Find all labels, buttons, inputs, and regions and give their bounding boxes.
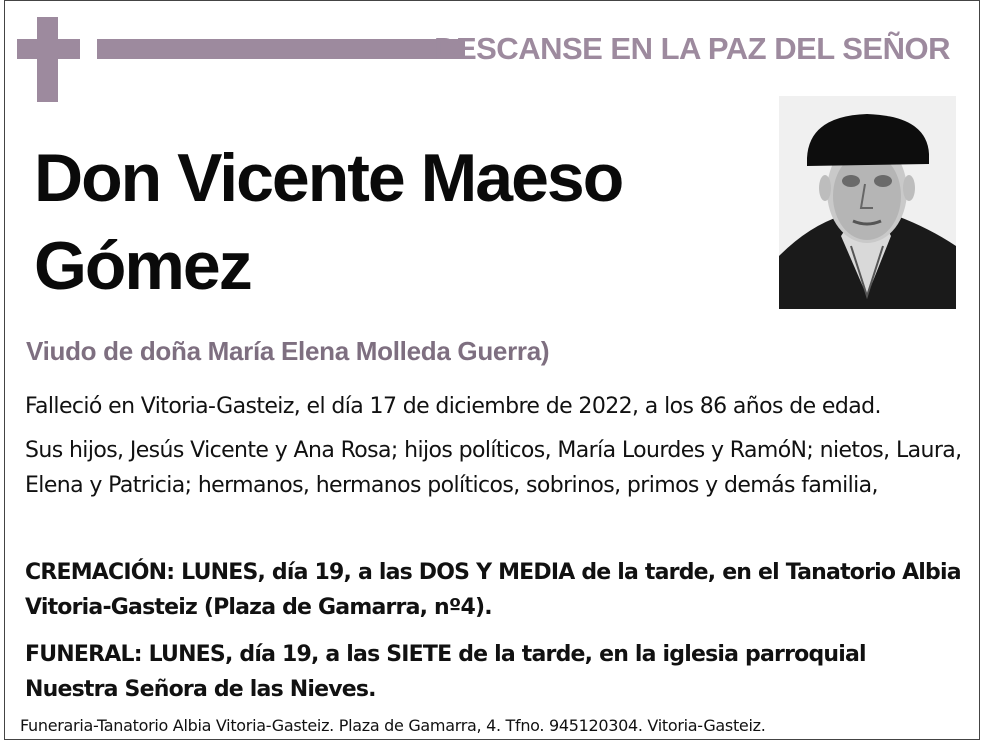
death-notice: Falleció en Vitoria-Gasteiz, el día 17 de diciembre de 2022, a los 86 años de edad. bbox=[25, 394, 881, 419]
spouse-line: Viudo de doña María Elena Molleda Guerra) bbox=[26, 336, 550, 366]
cross-icon-bar bbox=[17, 39, 80, 59]
header-divider-bar bbox=[97, 39, 465, 59]
family-notice: Sus hijos, Jesús Vicente y Ana Rosa; hijos políticos, María Lourdes y RamóN; nietos, Laura, Elena y Patricia; hermanos, hermanos políticos, sobrinos, primos y demás familia, bbox=[25, 438, 962, 498]
funeral-home-footer: Funeraria-Tanatorio Albia Vitoria-Gasteiz. Plaza de Gamarra, 4. Tfno. 945120304. Vitoria-Gasteiz. bbox=[20, 716, 766, 735]
funeral-notice: FUNERAL: LUNES, día 19, a las SIETE de la tarde, en la iglesia parroquial Nuestra Señora de las Nieves. bbox=[25, 642, 866, 702]
cross-icon bbox=[37, 17, 58, 102]
deceased-name: Don Vicente Maeso Gómez bbox=[34, 140, 623, 304]
cremation-notice: CREMACIÓN: LUNES, día 19, a las DOS Y MEDIA de la tarde, en el Tanatorio Albia Vitoria-Gasteiz (Plaza de Gamarra, nº4). bbox=[25, 560, 961, 620]
deceased-photo bbox=[779, 96, 956, 309]
header-tagline: DESCANSE EN LA PAZ DEL SEÑOR bbox=[434, 31, 950, 66]
